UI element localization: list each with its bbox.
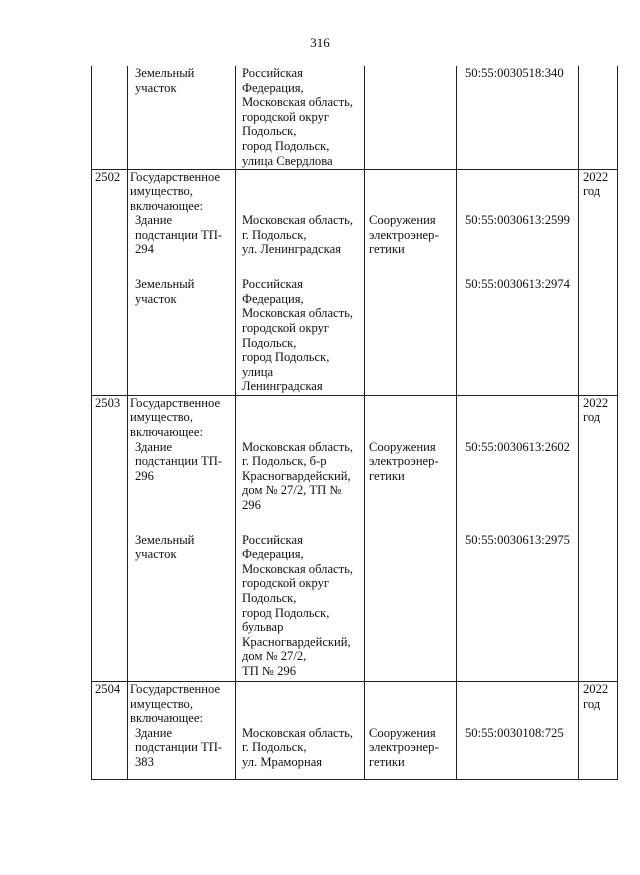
row-number-cell: 2502 [92,169,128,213]
table-row [92,277,618,395]
cadastral-number-cell: 50:55:0030108:725 [457,726,579,780]
address-cell: Российская Федерация, Московская область, городской округ Подольск, город Подольск, улица Свердлова [236,66,365,169]
year-cell [579,277,618,395]
purpose-cell [365,395,457,439]
cadastral-number-cell: 50:55:0030613:2974 [457,277,579,395]
purpose-cell: Сооружения электроэнер- гетики [365,440,457,533]
year-cell [579,533,618,682]
object-name-cell: Здание подстанции ТП- 296 [128,440,236,533]
year-cell [579,440,618,533]
cadastral-number-cell [457,395,579,439]
purpose-cell: Сооружения электроэнер- гетики [365,726,457,780]
purpose-cell: Сооружения электроэнер- гетики [365,213,457,277]
property-table [91,66,618,780]
row-number-cell [92,726,128,780]
address-cell: Московская область, г. Подольск, б-р Красногвардейский, дом № 27/2, ТП № 296 [236,440,365,533]
table-row [92,213,618,277]
cadastral-number-cell: 50:55:0030613:2599 [457,213,579,277]
object-name-cell: Земельный участок [128,533,236,682]
row-number-cell [92,440,128,533]
object-name-cell: Земельный участок [128,66,236,169]
purpose-cell [365,169,457,213]
cadastral-number-cell [457,169,579,213]
address-cell: Московская область, г. Подольск, ул. Ленинградская [236,213,365,277]
cadastral-number-cell: 50:55:0030613:2975 [457,533,579,682]
address-cell: Российская Федерация, Московская область, городской округ Подольск, город Подольск, улица Ленинградская [236,277,365,395]
purpose-cell [365,66,457,169]
object-name-cell: Земельный участок [128,277,236,395]
table-row [92,440,618,533]
year-cell: 2022 год [579,395,618,439]
page-number: 316 [310,35,330,50]
cadastral-number-cell [457,682,579,726]
table-row [92,726,618,780]
row-number-cell [92,66,128,169]
year-cell: 2022 год [579,682,618,726]
year-cell [579,66,618,169]
year-cell [579,213,618,277]
purpose-cell [365,533,457,682]
year-cell [579,726,618,780]
address-cell [236,395,365,439]
address-cell [236,169,365,213]
purpose-cell [365,682,457,726]
object-name-cell: Государственное имущество, включающее: [128,395,236,439]
table-row [92,533,618,682]
cadastral-number-cell: 50:55:0030518:340 [457,66,579,169]
object-name-cell: Государственное имущество, включающее: [128,169,236,213]
table-row [92,66,618,169]
purpose-cell [365,277,457,395]
table-row [92,169,618,213]
property-table-body [92,66,618,780]
object-name-cell: Государственное имущество, включающее: [128,682,236,726]
table-row [92,682,618,726]
address-cell: Российская Федерация, Московская область, городской округ Подольск, город Подольск, бульвар Красногвардейский, дом № 27/2, ТП № 296 [236,533,365,682]
row-number-cell: 2503 [92,395,128,439]
year-cell: 2022 год [579,169,618,213]
row-number-cell [92,277,128,395]
address-cell [236,682,365,726]
address-cell: Московская область, г. Подольск, ул. Мраморная [236,726,365,780]
table-row [92,395,618,439]
object-name-cell: Здание подстанции ТП- 383 [128,726,236,780]
row-number-cell: 2504 [92,682,128,726]
row-number-cell [92,213,128,277]
row-number-cell [92,533,128,682]
cadastral-number-cell: 50:55:0030613:2602 [457,440,579,533]
object-name-cell: Здание подстанции ТП- 294 [128,213,236,277]
